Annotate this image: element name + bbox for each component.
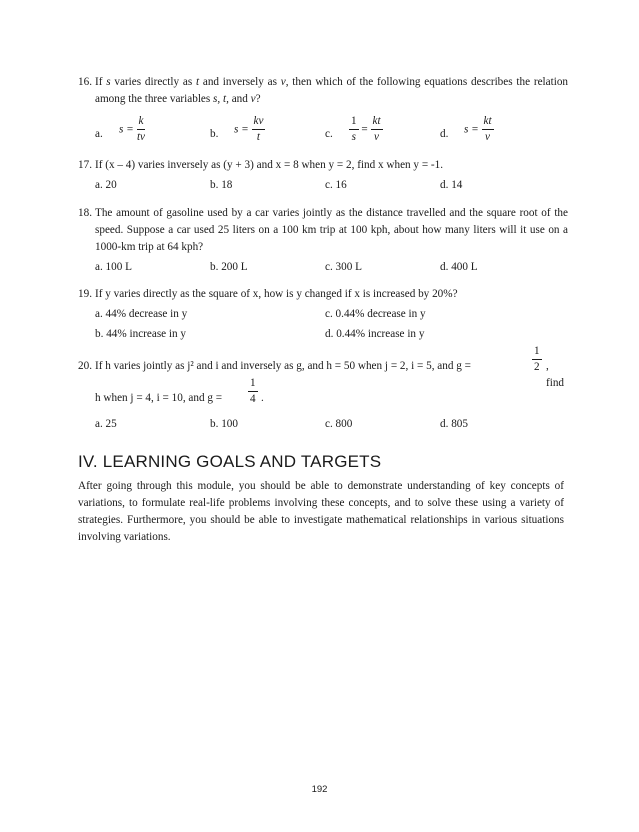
- option-a: a. 25: [95, 418, 117, 430]
- question-stem: If h varies jointly as j² and i and inversely as g, and h = 50 when j = 2, i = 5, and g = $\frac{1}{2}$ , find h when j = 4, i = 10, and g = $\frac{1}{4}$ .: [95, 345, 565, 406]
- option-c: c. 0.44% decrease in y: [325, 308, 426, 320]
- question-stem: If y varies directly as the square of x, how is y changed if x is increased by 20%?: [95, 288, 458, 300]
- question-options: [95, 416, 568, 433]
- option-d: d. 0.44% increase in y: [325, 328, 425, 340]
- fraction: $\frac{1}{2}$: [534, 345, 540, 374]
- option-a: a. 20: [95, 179, 117, 191]
- option-a: a. 100 L: [95, 261, 132, 273]
- option-label: b.: [210, 128, 219, 140]
- option-b: b. 200 L: [210, 261, 248, 273]
- option-c: c. 16: [325, 179, 347, 191]
- question-20: [78, 345, 568, 433]
- question-number: 19.: [78, 288, 92, 300]
- fraction: $\frac{k}{tv}$: [136, 115, 146, 144]
- question-17: [78, 157, 568, 194]
- option-a-equation: s = $\frac{k}{tv}$: [119, 115, 146, 144]
- option-b: b. 100: [210, 418, 238, 430]
- question-options: [95, 306, 568, 323]
- question-number: 16.: [78, 76, 92, 88]
- question-options: [95, 326, 568, 343]
- option-b: b. 44% increase in y: [95, 328, 187, 340]
- fraction: $\frac{1}{4}$: [250, 377, 256, 406]
- option-d: d. 805: [440, 418, 468, 430]
- question-options: [95, 177, 568, 194]
- question-number: 17.: [78, 159, 92, 171]
- fraction: $\frac{kt}{v}$: [483, 115, 492, 144]
- question-stem: The amount of gasoline used by a car varies jointly as the distance travelled and the square root of the speed. Suppose a car used 25 liters on a 100 km trip at 100 kph, about how many liters will it use on a 1000-km trip at 64 kph?: [95, 207, 568, 253]
- question-stem: If (x – 4) varies inversely as (y + 3) and x = 8 when y = 2, find x when y = -1.: [95, 159, 444, 171]
- stem-line-2: h when j = 4, i = 10, and g =: [95, 392, 223, 404]
- option-label: c.: [325, 128, 333, 140]
- option-c-equation: $\frac{1}{s}$ = $\frac{kt}{v}$: [351, 115, 381, 144]
- option-c: c. 800: [325, 418, 353, 430]
- option-d: d. 400 L: [440, 261, 478, 273]
- fraction: $\frac{1}{s}$: [351, 115, 357, 144]
- question-16: [78, 74, 568, 154]
- option-b-equation: s = $\frac{kv}{t}$: [234, 115, 264, 144]
- stem-line-1: If h varies jointly as j² and i and inversely as g, and h = 50 when j = 2, i = 5, and g =: [95, 360, 471, 372]
- question-19: [78, 286, 568, 343]
- question-stem: If s varies directly as t and inversely as v, then which of the following equations describes the relation among the three variables s, t, and v?: [95, 76, 569, 105]
- option-label: a.: [95, 128, 103, 140]
- option-d-equation: s = $\frac{kt}{v}$: [464, 115, 492, 144]
- question-options: [95, 112, 568, 154]
- option-d: d. 14: [440, 179, 463, 191]
- section-paragraph: After going through this module, you should be able to demonstrate understanding of key concepts of variations, to formulate real-life problems involving these concepts, and to solve these using a variety of strategies. Furthermore, you should be able to investigate mathematical relationships in various situations involving variations.: [78, 480, 564, 543]
- page-number: 192: [311, 784, 328, 795]
- option-b: b. 18: [210, 179, 233, 191]
- fraction: $\frac{kt}{v}$: [372, 115, 381, 144]
- question-options: [95, 259, 568, 276]
- fraction: $\frac{kv}{t}$: [253, 115, 264, 144]
- option-label: d.: [440, 128, 449, 140]
- question-number: 18.: [78, 207, 92, 219]
- question-18: [78, 205, 568, 276]
- section-heading: IV. LEARNING GOALS AND TARGETS: [78, 452, 382, 471]
- question-number: 20.: [78, 360, 92, 372]
- option-a: a. 44% decrease in y: [95, 308, 188, 320]
- option-c: c. 300 L: [325, 261, 362, 273]
